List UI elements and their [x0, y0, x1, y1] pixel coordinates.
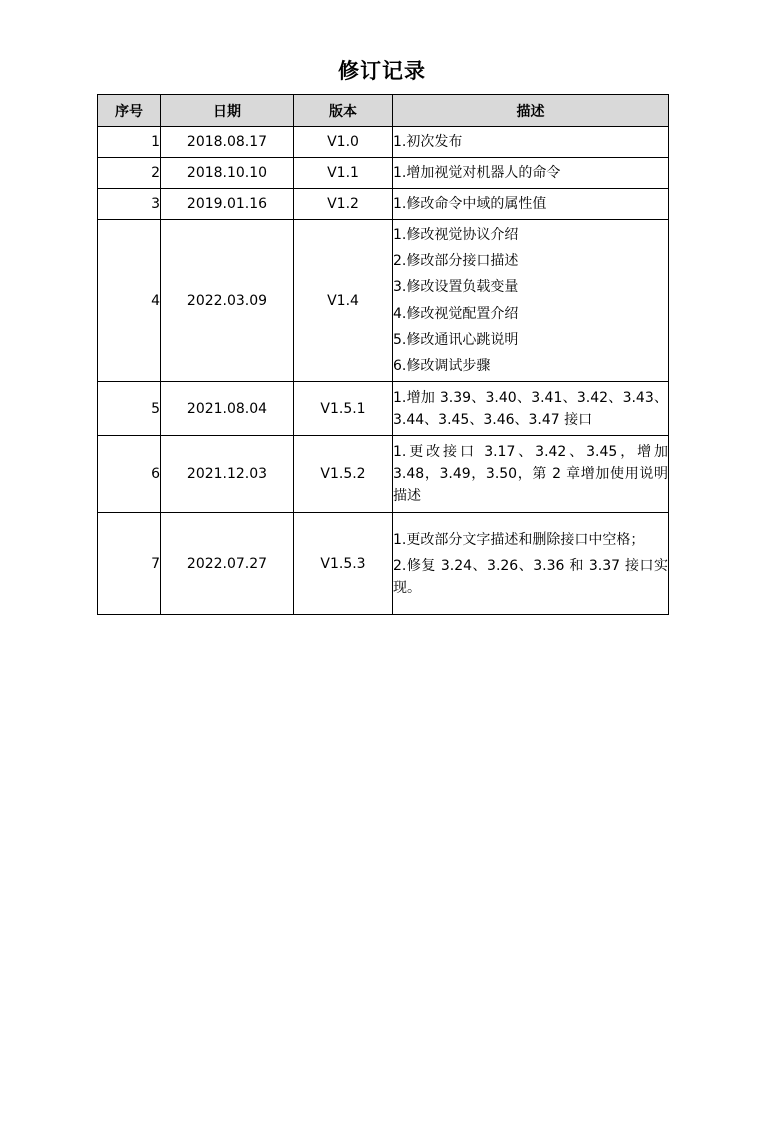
- cell-version: V1.0: [294, 127, 393, 158]
- cell-date: 2019.01.16: [161, 189, 294, 220]
- header-description: 描述: [393, 95, 669, 127]
- cell-no: 7: [98, 513, 161, 615]
- cell-description: [393, 382, 669, 436]
- table-header-row: [98, 95, 669, 127]
- cell-description: [393, 158, 669, 189]
- cell-description: [393, 127, 669, 158]
- revision-table: [97, 94, 669, 615]
- cell-no: 6: [98, 436, 161, 513]
- description-line: 1.修改视觉协议介绍: [393, 226, 519, 243]
- description-line: 5.修改通讯心跳说明: [393, 331, 519, 348]
- description-line: 1.增加 3.39、3.40、3.41、3.42、3.43、3.44、3.45、3.46、3.47 接口: [393, 389, 668, 428]
- table-row: [98, 220, 669, 382]
- cell-description: [393, 189, 669, 220]
- cell-version: V1.5.1: [294, 382, 393, 436]
- header-version: 版本: [294, 95, 393, 127]
- table-row: [98, 513, 669, 615]
- table-row: [98, 189, 669, 220]
- description-line: 4.修改视觉配置介绍: [393, 305, 519, 322]
- header-no: 序号: [98, 95, 161, 127]
- cell-version: V1.4: [294, 220, 393, 382]
- cell-description: [393, 436, 669, 513]
- description-line: 1.增加视觉对机器人的命令: [393, 165, 561, 181]
- cell-no: 1: [98, 127, 161, 158]
- cell-date: 2021.08.04: [161, 382, 294, 436]
- cell-no: 5: [98, 382, 161, 436]
- cell-description: [393, 513, 669, 615]
- cell-date: 2018.10.10: [161, 158, 294, 189]
- page-title: 修订记录: [338, 59, 426, 83]
- table-row: [98, 436, 669, 513]
- cell-date: 2022.03.09: [161, 220, 294, 382]
- cell-version: V1.2: [294, 189, 393, 220]
- cell-date: 2021.12.03: [161, 436, 294, 513]
- cell-version: V1.5.2: [294, 436, 393, 513]
- description-line: 2.修改部分接口描述: [393, 252, 519, 269]
- description-line: 1.修改命令中域的属性值: [393, 196, 547, 212]
- cell-no: 2: [98, 158, 161, 189]
- cell-description: [393, 220, 669, 382]
- description-line: 1.更改部分文字描述和删除接口中空格；: [393, 531, 645, 548]
- description-line: 1.初次发布: [393, 134, 463, 150]
- table-row: [98, 382, 669, 436]
- description-line: 3.修改设置负载变量: [393, 279, 519, 296]
- description-line: 2.修复 3.24、3.26、3.36 和 3.37 接口实现。: [393, 557, 668, 596]
- cell-no: 3: [98, 189, 161, 220]
- description-line: 1.更改接口 3.17、3.42、3.45，增加 3.48，3.49，3.50，第 2 章增加使用说明描述: [393, 444, 668, 504]
- cell-version: V1.1: [294, 158, 393, 189]
- table-row: [98, 158, 669, 189]
- table-row: [98, 127, 669, 158]
- description-line: 6.修改调试步骤: [393, 358, 491, 375]
- cell-no: 4: [98, 220, 161, 382]
- cell-version: V1.5.3: [294, 513, 393, 615]
- cell-date: 2018.08.17: [161, 127, 294, 158]
- cell-date: 2022.07.27: [161, 513, 294, 615]
- header-date: 日期: [161, 95, 294, 127]
